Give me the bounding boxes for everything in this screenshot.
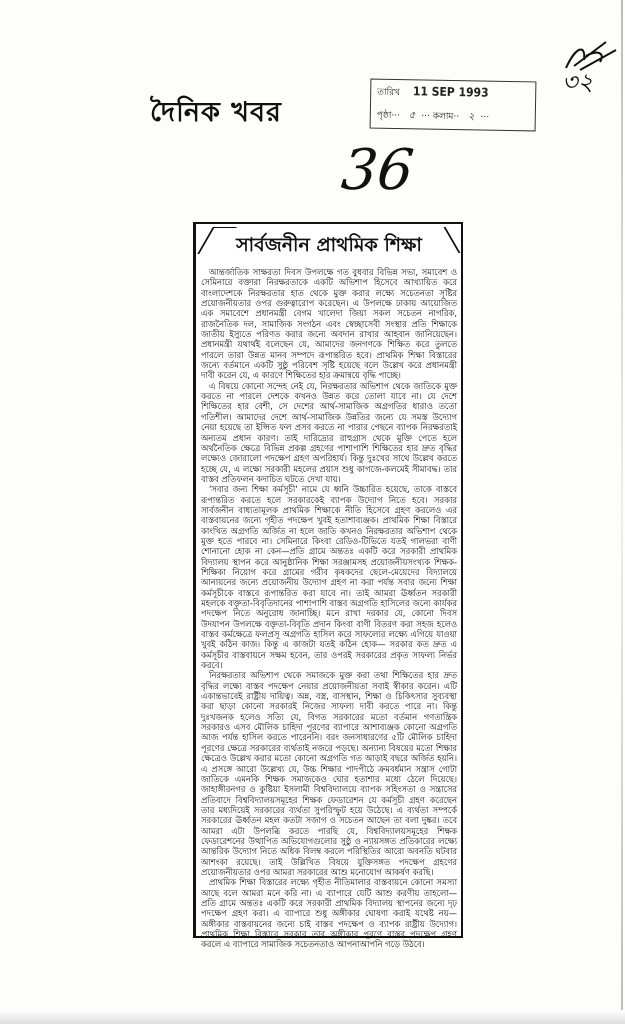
stamp-page-label: পৃষ্ঠা	[376, 110, 392, 121]
editorial-article	[193, 222, 463, 950]
article-headline: সার্বজনীন প্রাথমিক শিক্ষা	[201, 231, 457, 263]
scan-bottom-shadow	[0, 1010, 625, 1024]
stamp-date-value: 11 SEP 1993	[412, 84, 489, 100]
stamp-page-row: পৃষ্ঠা··· ৫ ··· কলাম·· ২ ···	[376, 110, 490, 123]
stamp-column-label: কলাম	[432, 111, 454, 123]
article-paragraph: নিরক্ষরতার অভিশাপ থেকে সমাজকে মুক্ত করা তথা শিক্ষিতের হার দ্রুত বৃদ্ধির লক্ষ্যে বাস্তব পদক্ষেপ নেয়ার প্রয়োজনীয়তা সবাই স্বীকার করেন। এটি একান্তভাবেই রাষ্ট্রীয় দায়িত্ব। অন্ন, বস্ত্র, বাসস্থান, শিক্ষা ও চিকিৎসার সুব্যবস্থা করা ছাড়া কোনো সরকারই নিজের সাফল্য দাবী করতে পারে না। কিন্তু দুঃখজনক হলেও সত্যি যে, বিগত সরকারের মতো বর্তমান গণতান্ত্রিক সরকারও এসব মৌলিক চাহিদা পূরণের ব্যাপারে আশাব্যঞ্জক কোনো অগ্রগতি আজ পর্যন্ত হাসিল করতে পারেননি। বরং জনসাধারণের ৫টি মৌলিক চাহিদা পূরণের ক্ষেত্রে সরকারের ব্যর্থতাই নজরে পড়ছে। অন্যান্য বিষয়ের মতো শিক্ষার ক্ষেত্রেও উল্লেখ করার মতো কোনো অগ্রগতি গত আড়াই বছরে অর্জিত হয়নি। এ প্রসঙ্গে আরো উল্লেখ্য যে, উচ্চ শিক্ষার পাদপীঠে ক্রমবর্ধমান সন্ত্রাস গোটা জাতিকে এমনকি শিক্ষক সমাজকেও ঘোর হতাশার মধ্যে ঠেলে দিয়েছে। জাহাঙ্গীরনগর ও কুষ্টিয়া ইসলামী বিশ্ববিদ্যালয়ে ব্যাপক সহিংসতা ও সন্ত্রাসের প্রতিবাদে বিশ্ববিদ্যালয়সমূহের শিক্ষক ফেডারেশন যে কর্মসূচী গ্রহণ করেছেন তার মধ্যদিয়েই সরকারের ব্যর্থতা সুপরিস্ফুট হয়ে উঠেছে। এ ব্যর্থতা সম্পর্কে সরকারের ঊর্ধ্বতন মহল কতটা সজাগ ও সচেতন আছেন তা বলা দুষ্কর। তবে আমরা এটা উপলব্ধি করতে পারছি যে, বিশ্ববিদ্যালয়সমূহের শিক্ষক ফেডারেশনের উত্থাপিত অভিযোগগুলোর সুষ্ঠু ও ন্যায়সঙ্গত প্রতিকারের লক্ষ্যে আন্তরিক উদ্যোগ নিতে অধিক বিলম্ব করলে পরিস্থিতির আরো অবনতি ঘটবার আশংকা রয়েছে। তাই উল্লিখিত বিষয়ে যুক্তিসঙ্গত পদক্ষেপ গ্রহণের প্রয়োজনীয়তার ওপর আমরা সরকারের আশু মনোযোগ আকর্ষণ করছি।	[201, 670, 457, 877]
article-paragraph: প্রাথমিক শিক্ষা বিস্তারের লক্ষ্যে গৃহীত নীতিমালার বাস্তবায়নে কোনো সমস্যা আছে বলে আমরা মনে করি না। এ ব্যাপারে যেটি আশু করণীয় তাহলো— প্রতি গ্রামে অন্ততঃ একটি করে সরকারী প্রাথমিক বিদ্যালয় স্থাপনের জন্যে দৃঢ় পদক্ষেপ গ্রহণ করা। এ ব্যাপারে শুধু অঙ্গীকার ঘোষণা করাই যথেষ্ট নয়— অঙ্গীকার বাস্তবায়নের জন্যে চাই বাস্তব পদক্ষেপ ও ব্যাপক রাষ্ট্রীয় উদ্যোগ। প্রাথমিক শিক্ষা বিস্তারে সরকার তার অঙ্গীকার পূরণে বাস্তব পদক্ষেপ গ্রহণ করলে এ ব্যাপারে সামাজিক সচেতনতাও আপনাআপনি গড়ে উঠবে।	[201, 877, 457, 950]
stamp-date-label: তারিখ	[377, 87, 401, 99]
stamp-date-row	[377, 84, 489, 102]
handwritten-number: ৩২	[562, 68, 594, 96]
article-body	[201, 267, 457, 950]
handwritten-page-number: 36	[338, 138, 417, 203]
stamp-page-value: ৫	[408, 110, 416, 122]
article-paragraph: 'সবার জন্য শিক্ষা কর্মসূচী' নামে যে ধ্বনি উচ্চারিত হয়েছে, তাকে বাস্তবে রূপান্তরিত করতে হলে সরকারকেই ব্যাপক উদ্যোগ নিতে হবে। সরকার সার্বজনীন বাধ্যতামূলক প্রাথমিক শিক্ষাকে নীতি হিসেবে গ্রহণ করলেও এর বাস্তবায়নের জন্যে গৃহীত পদক্ষেপ খুবই হতাশাব্যঞ্জক। প্রাথমিক শিক্ষা বিস্তারে কাংখিত অগ্রগতি অর্জিত না হলে জাতি কখনও নিরক্ষরতার অভিশাপ থেকে মুক্ত হতে পারবে না। সেমিনারে কিংবা রেডিও-টিভিতে যতই গালভরা বাণী শোনানো হোক না কেন—প্রতি গ্রামে অন্ততঃ একটি করে সরকারী প্রাথমিক বিদ্যালয় স্থাপন করে আনুষ্ঠানিক শিক্ষা সরঞ্জামসহ প্রয়োজনীয়সংখ্যক শিক্ষক-শিক্ষিকা নিয়োগ করে গ্রামের গরীব কৃষকদের ছেলে-মেয়েদের বিদ্যালয়ে আনায়নের জন্যে প্রয়োজনীয় উদ্যোগ গ্রহণ না করা পর্যন্ত সবার জন্যে শিক্ষা কর্মসূচীকে বাস্তবে রূপান্তরিত করা যাবে না। তাই আমরা ঊর্ধ্বতন সরকারী মহলকে বক্তৃতা-বিবৃতিদানের পাশাপাশি বাস্তব অগ্রগতি হাসিলের জন্যে কার্যকর পদক্ষেপ নিতে অনুরোধ জানাচ্ছি। মনে রাখা দরকার যে, কোনো দিবস উদযাপন উপলক্ষে বক্তৃতা-বিবৃতি প্রদান কিংবা বাণী বিতরণ করা সহজ হলেও বাস্তব কর্মক্ষেত্রে ফলপ্রসূ অগ্রগতি হাসিল করে সাফল্যের লক্ষ্যে এগিয়ে যাওয়া খুবই কঠিন কাজ। কিন্তু এ কাজটা যতই কঠিন হোক— সরকার কত দ্রুত এ কর্মসূচীর বাস্তবায়নে সক্ষম হবেন, তার ওপরই সরকারের প্রকৃত সাফল্য নির্ভর করবে।	[201, 484, 457, 671]
article-paragraph: আন্তর্জাতিক সাক্ষরতা দিবস উপলক্ষে গত বুধবার বিভিন্ন সভা, সমাবেশ ও সেমিনারে বক্তারা নিরক্ষরতাকে একটি অভিশাপ হিসেবে আখ্যায়িত করে বাংলাদেশকে নিরক্ষরতার হাত থেকে মুক্ত করার লক্ষ্যে সচেতনতা সৃষ্টির প্রয়োজনীয়তার ওপর গুরুত্বারোপ করেছেন। এ উপলক্ষে ঢাকায় আয়োজিত এক সমাবেশে প্রধানমন্ত্রী বেগম খালেদা জিয়া সকল সচেতন নাগরিক, রাজনৈতিক দল, সামাজিক সংগঠন এবং স্বেচ্ছাসেবী সংস্থার প্রতি শিক্ষাকে জাতীয় ইস্যুতে পরিণত করার জন্যে অবদান রাখার আহবান জানিয়েছেন। প্রধানমন্ত্রী যথার্থই বলেছেন যে, আমাদের জনগণকে শিক্ষিত করে তুলতে পারলে তারা উন্নত মানব সম্পদে রূপান্তরিত হবে। প্রাথমিক শিক্ষা বিস্তারের জন্যে বর্তমানে একটি সুষ্ঠু পরিবেশ সৃষ্টি হয়েছে বলে উল্লেখ করে প্রধানমন্ত্রী দাবী করেন যে, এ কারণে শিক্ষিতের হার ক্রমান্বয়ে বৃদ্ধি পাচ্ছে।	[201, 267, 457, 381]
newspaper-masthead: দৈনিক খবর	[150, 97, 282, 128]
scan-edge	[621, 0, 623, 1024]
article-paragraph: এ বিষয়ে কোনো সন্দেহ নেই যে, নিরক্ষরতার অভিশাপ থেকে জাতিকে মুক্ত করতে না পারলে দেশকে কখনও উন্নত করে তোলা যাবে না। যে দেশে শিক্ষিতের হার বেশী, সে দেশের আর্থ-সামাজিক অগ্রগতির ধারাও ততো গতিশীল। আমাদের দেশে আর্থ-সামাজিক উন্নতির জন্যে যে সমস্ত উদ্যোগ নেয়া হয়েছে তা ইপ্সিত ফল প্রসব করতে না পারার পেছনে ব্যাপক নিরক্ষরতাই অন্যতম প্রধান কারণ। তাই দারিদ্র্যের রাহুগ্রাস থেকে মুক্তি পেতে হলে অর্থনৈতিক ক্ষেত্রে বিভিন্ন প্রকল্প গ্রহণের পাশাপাশি শিক্ষিতের হার দ্রুত বৃদ্ধির লক্ষ্যেও জোরালো পদক্ষেপ গ্রহণ অপরিহার্য। কিন্তু দুঃখের সাথে উল্লেখ করতে হচ্ছে যে, এ লক্ষ্যে সরকারী মহলের প্রয়াস শুধু কাগজে-কলমেই সীমাবদ্ধ। তার বাস্তব প্রতিফলন কদাচিত ঘটতে দেখা যায়।	[201, 380, 457, 484]
date-stamp	[370, 79, 537, 132]
handwritten-annotation	[556, 36, 622, 96]
stamp-column-value: ২	[467, 111, 475, 123]
